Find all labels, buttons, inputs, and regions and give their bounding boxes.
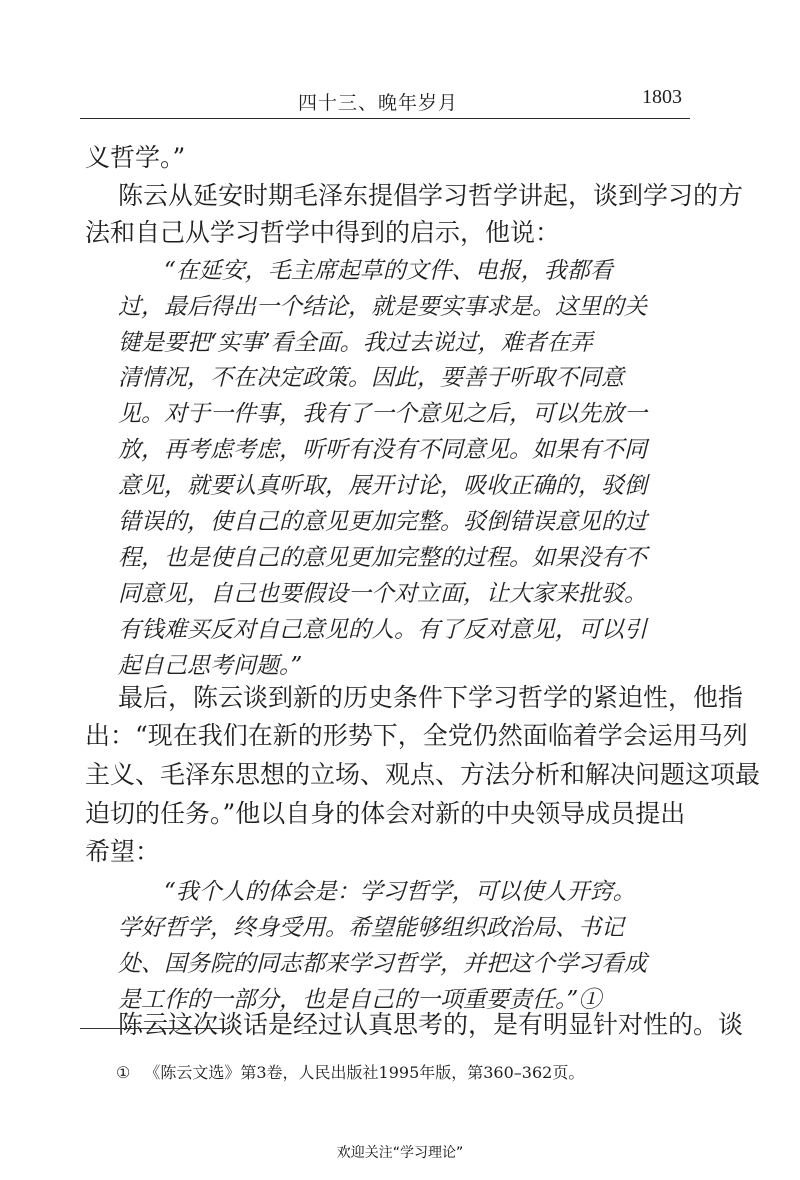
quote-line: 见。对于一件事，我有了一个意见之后，可以先放一 [118, 401, 647, 427]
quote-line: 错误的，使自己的意见更加完整。驳倒错误意见的过 [118, 509, 647, 535]
quote-line: 意见，就要认真听取，展开讨论，吸收正确的，驳倒 [118, 473, 647, 499]
quote-line: “我个人的体会是：学习哲学，可以使人开窍。 [164, 879, 636, 905]
body-line: 义哲学。” [85, 143, 186, 172]
quote-line: 过，最后得出一个结论，就是要实事求是。这里的关 [118, 294, 647, 320]
body-line: 陈云从延安时期毛泽东提倡学习哲学讲起，谈到学习的方 [118, 181, 744, 210]
quote-line: 学好哲学，终身受用。希望能够组织政治局、书记 [118, 915, 624, 941]
footnote-mark: ① [116, 1063, 131, 1082]
quote-line: 键是要把‘实事’看全面。我过去说过，难者在弄 [118, 330, 593, 356]
footnote-divider [80, 1028, 230, 1029]
quote-line: 程，也是使自己的意见更加完整的过程。如果没有不 [118, 545, 647, 571]
quote-line: 处、国务院的同志都来学习哲学，并把这个学习看成 [118, 951, 647, 977]
quote-line: 有钱难买反对自己意见的人。有了反对意见，可以引 [118, 617, 647, 643]
quote-line: 清情况，不在决定政策。因此，要善于听取不同意 [118, 365, 624, 391]
body-line: 最后，陈云谈到新的历史条件下学习哲学的紧迫性，他指 [118, 683, 744, 712]
bottom-caption: 欢迎关注“学习理论” [336, 1145, 464, 1161]
chapter-title: 四十三、晚年岁月 [298, 92, 459, 114]
body-line: 出：“现在我们在新的形势下，全党仍然面临着学会运用马列 [85, 721, 748, 750]
body-line: 迫切的任务。”他以自身的体会对新的中央领导成员提出 [85, 799, 686, 828]
quote-line: 是工作的一部分，也是自己的一项重要责任。”① [118, 987, 602, 1013]
header-divider [80, 118, 690, 119]
quote-line: 起自己思考问题。” [118, 653, 303, 679]
footnote [116, 1060, 584, 1083]
quote-line: 放，再考虑考虑，听听有没有不同意见。如果有不同 [118, 437, 647, 463]
body-line: 主义、毛泽东思想的立场、观点、方法分析和解决问题这项最 [85, 760, 761, 789]
quote-line: 同意见，自己也要假设一个对立面，让大家来批驳。 [118, 581, 647, 607]
page-number: 1803 [642, 86, 682, 108]
body-line: 希望： [85, 837, 161, 866]
quote-line: “在延安，毛主席起草的文件、电报，我都看 [164, 258, 613, 284]
body-line: 陈云这次谈话是经过认真思考的，是有明显针对性的。谈 [118, 1010, 744, 1039]
footnote-text: 《陈云文选》第3卷，人民出版社1995年版，第360–362页。 [144, 1063, 585, 1082]
body-line: 法和自己从学习哲学中得到的启示，他说： [85, 218, 561, 247]
